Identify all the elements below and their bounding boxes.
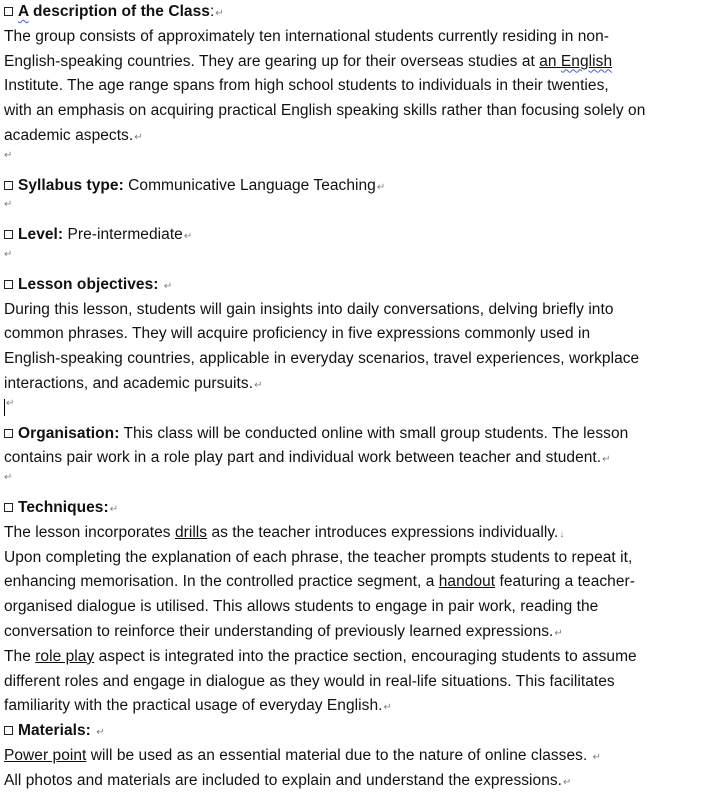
role-play-link: role play [35, 647, 95, 665]
paragraph-mark-icon: ↵ [592, 751, 602, 763]
objectives-heading [4, 273, 704, 298]
empty-paragraph [4, 471, 704, 496]
empty-paragraph [4, 248, 704, 273]
techniques-heading [4, 496, 704, 521]
checkbox-icon [4, 503, 13, 512]
syllabus-value: Communicative Language Teaching [123, 176, 376, 194]
paragraph-mark-icon: ↵ [602, 454, 611, 466]
empty-paragraph [4, 198, 704, 223]
paragraph-line: The group consists of approximately ten international students currently residing in non- [4, 27, 609, 45]
paragraph-line: interactions, and academic pursuits.↵ [4, 374, 263, 392]
heading-colon: : [209, 3, 215, 20]
checkbox-icon [4, 7, 13, 16]
institute-link: an English [539, 52, 613, 70]
paragraph-line: conversation to reinforce their understanding of previously learned expressions.↵ [4, 622, 563, 640]
paragraph-line: Upon completing the explanation of each phrase, the teacher prompts students to repeat it, [4, 548, 633, 566]
paragraph-mark-icon: ↵ [6, 397, 15, 409]
paragraph-mark-icon: ↵ [109, 503, 119, 515]
paragraph-mark-icon: ↵ [4, 149, 13, 161]
paragraph-line: The lesson incorporates drills as the teacher introduces expressions individually.↓ [4, 523, 565, 541]
organisation-line: Organisation: This class will be conducted online with small group students. The lesson [4, 422, 704, 447]
level-line [4, 223, 704, 248]
paragraph-line: academic aspects.↵ [4, 126, 143, 144]
paragraph-mark-icon: ↵ [554, 627, 563, 639]
paragraph-mark-icon: ↵ [4, 199, 13, 211]
text-cursor [4, 399, 5, 416]
level-value: Pre-intermediate [63, 226, 183, 244]
paragraph-line: familiarity with the practical usage of everyday English.↵ [4, 697, 392, 715]
paragraph-mark-icon: ↵ [563, 776, 572, 788]
checkbox-icon [4, 726, 13, 735]
paragraph-line: All photos and materials are included to explain and understand the expressions.↵ [4, 771, 572, 789]
techniques-label: Techniques: [18, 498, 109, 516]
paragraph-line: common phrases. They will acquire proficiency in five expressions commonly used in [4, 325, 591, 343]
empty-paragraph [4, 149, 704, 174]
power-point-link: Power point [4, 746, 87, 764]
paragraph-mark-icon: ↵ [4, 472, 13, 484]
checkbox-icon [4, 181, 13, 190]
paragraph-line: Power point will be used as an essential material due to the nature of online classes. ↵ [4, 746, 602, 764]
organisation-label: Organisation: [18, 424, 120, 442]
materials-label: Materials: [18, 722, 91, 740]
paragraph-line: different roles and engage in dialogue as they would in real-life situations. This facilitates [4, 672, 615, 690]
paragraph-line: with an emphasis on acquiring practical English speaking skills rather than focusing solely on [4, 102, 646, 120]
paragraph-line: Institute. The age range spans from high school students to individuals in their twenties, [4, 77, 609, 95]
line-break-icon: ↓ [559, 528, 565, 540]
syllabus-line [4, 174, 704, 199]
paragraph-mark-icon: ↵ [134, 131, 143, 143]
materials-heading [4, 719, 704, 744]
paragraph-line: organised dialogue is utilised. This allows students to engage in pair work, reading the [4, 598, 599, 616]
paragraph-mark-icon: ↵ [163, 280, 173, 292]
paragraph-mark-icon: ↵ [383, 702, 392, 714]
checkbox-icon [4, 429, 13, 438]
empty-paragraph[interactable] [4, 397, 704, 422]
level-label: Level: [18, 226, 64, 244]
paragraph-mark-icon: ↵ [96, 727, 105, 739]
paragraph-mark-icon: ↵ [183, 231, 193, 243]
paragraph-line: English-speaking countries, applicable in everyday scenarios, travel experiences, workplace [4, 350, 640, 368]
heading-word-a: A [18, 3, 29, 20]
paragraph-line: The role play aspect is integrated into the practice section, encouraging students to assume [4, 647, 637, 665]
checkbox-icon [4, 280, 13, 289]
paragraph-line: English-speaking countries. They are gearing up for their overseas studies at an English [4, 52, 613, 70]
objectives-label: Lesson objectives: [18, 275, 159, 293]
paragraph-line: contains pair work in a role play part and individual work between teacher and student.↵ [4, 449, 611, 467]
drills-link: drills [174, 523, 208, 541]
class-description-heading [4, 0, 704, 25]
paragraph-mark-icon: ↵ [215, 8, 224, 19]
paragraph-mark-icon: ↵ [4, 248, 13, 260]
checkbox-icon [4, 230, 13, 239]
paragraph-line: During this lesson, students will gain insights into daily conversations, delving briefly into [4, 300, 614, 318]
paragraph-mark-icon: ↵ [376, 181, 386, 193]
paragraph-mark-icon: ↵ [254, 379, 263, 391]
heading-text: description of the Class [33, 3, 210, 20]
syllabus-label: Syllabus type: [18, 176, 124, 194]
paragraph-line: enhancing memorisation. In the controlled practice segment, a handout featuring a teacher- [4, 573, 635, 591]
handout-link: handout [438, 573, 496, 591]
